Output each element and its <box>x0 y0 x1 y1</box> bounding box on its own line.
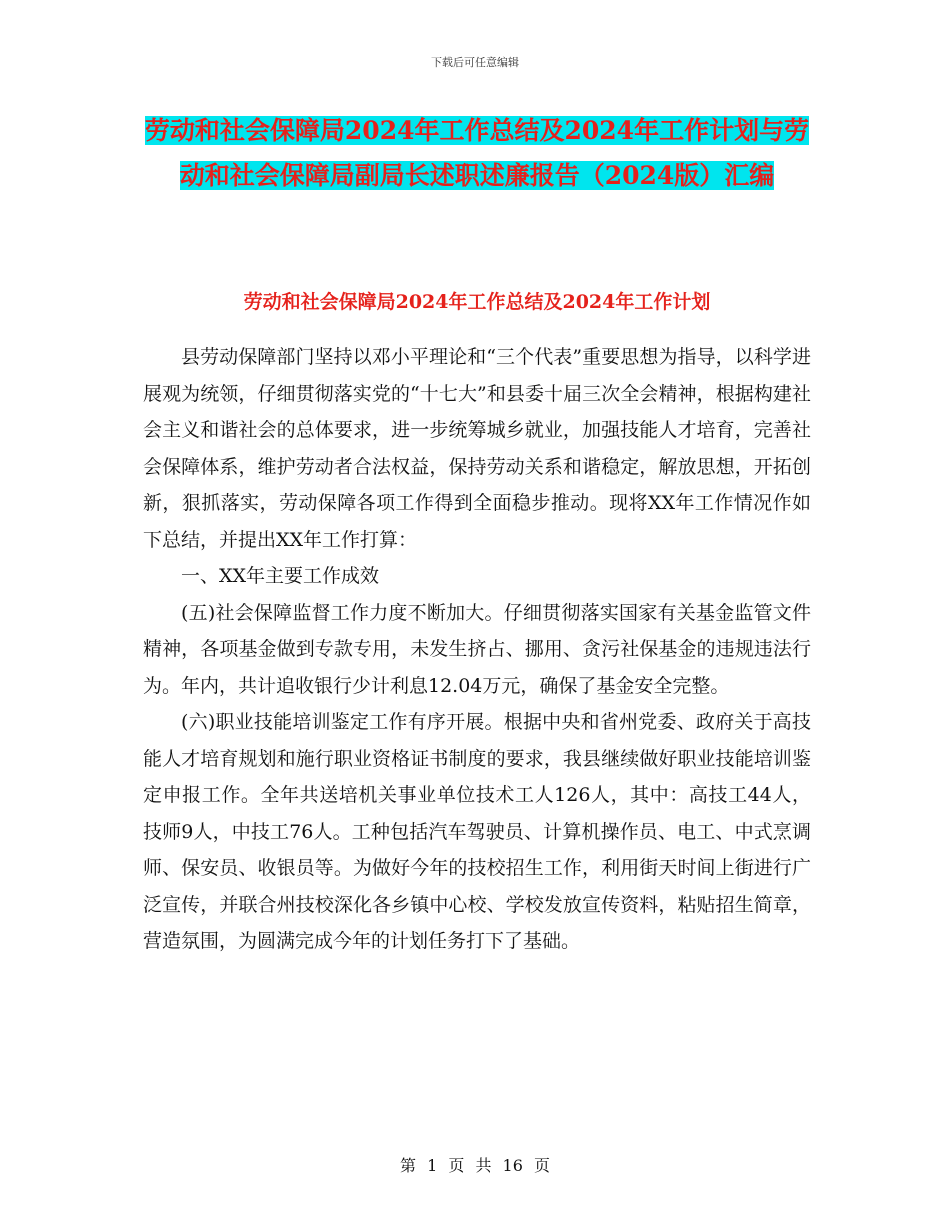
paragraph-intro: 县劳动保障部门坚持以邓小平理论和“三个代表”重要思想为指导，以科学进展观为统领，仔细贯彻落实党的“十七大”和县委十届三次全会精神，根据构建社会主义和谐社会的总体要求，进一步统筹城乡就业，加强技能人才培育，完善社会保障体系，维护劳动者合法权益，保持劳动关系和谐稳定，解放思想，开拓创新，狠抓落实，劳动保障各项工作得到全面稳步推动。现将XX年工作情况作如下总结，并提出XX年工作打算： <box>143 346 811 551</box>
paragraph-vocational-training: (六)职业技能培训鉴定工作有序开展。根据中央和省州党委、政府关于高技能人才培育规划和施行职业资格证书制度的要求，我县继续做好职业技能培训鉴定申报工作。全年共送培机关事业单位技术工人126人，其中：高技工44人，技师9人，中技工76人。工种包括汽车驾驶员、计算机操作员、电工、中式烹调师、保安员、收银员等。为做好今年的技校招生工作，利用街天时间上街进行广泛宣传，并联合州技校深化各乡镇中心校、学校发放宣传资料，粘贴招生简章，营造氛围，为圆满完成今年的计划任务打下了基础。 <box>143 711 811 952</box>
document-title <box>143 108 811 198</box>
paragraph-social-security-supervision: (五)社会保障监督工作力度不断加大。仔细贯彻落实国家有关基金监管文件精神，各项基金做到专款专用，未发生挤占、挪用、贪污社保基金的违规违法行为。年内，共计追收银行少计利息12.04万元，确保了基金安全完整。 <box>143 601 811 697</box>
paragraph-heading-achievements: 一、XX年主要工作成效 <box>181 565 380 587</box>
page-footer: 第 1 页 共 16 页 <box>400 1156 550 1175</box>
section-title: 劳动和社会保障局2024年工作总结及2024年工作计划 <box>243 291 711 313</box>
document-title-text: 劳动和社会保障局2024年工作总结及2024年工作计划与劳动和社会保障局副局长述职述廉报告（2024版）汇编 <box>144 116 810 190</box>
header-note: 下载后可任意编辑 <box>431 56 519 69</box>
document-body <box>143 339 811 960</box>
